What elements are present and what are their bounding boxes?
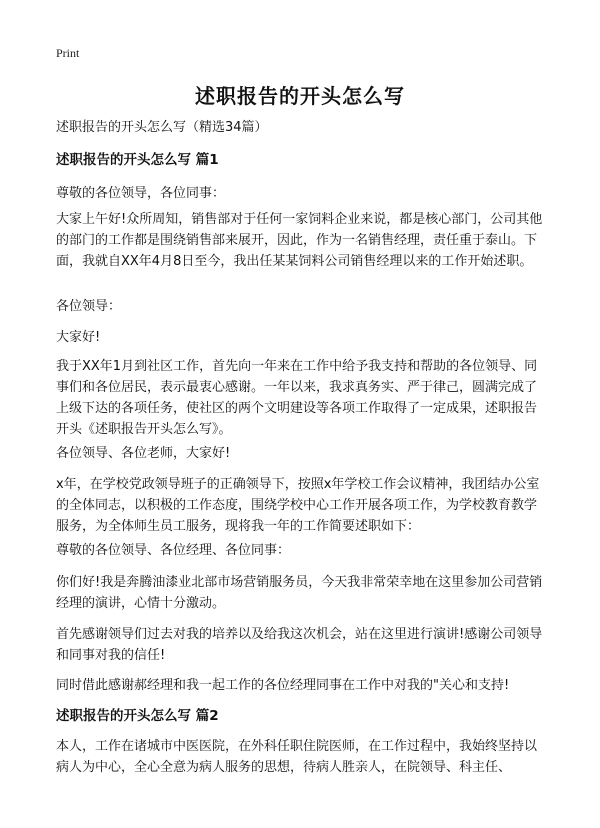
document-subtitle: 述职报告的开头怎么写（精选34篇） (56, 120, 268, 135)
paragraph: 同时借此感谢郝经理和我一起工作的各位经理同事在工作中对我的"关心和支持! (56, 678, 510, 693)
paragraph: 各位领导： (56, 299, 122, 314)
paragraph: 我于XX年1月到社区工作，首先向一年来在工作中给予我支持和帮助的各位领导、同事们和各位居民，表示最衷心感谢。一年以来，我求真务实、严于律己，圆满完成了上级下达的各项任务，使社区的两个文明建设等各项工作取得了一定成果，述职报告开头《述职报告开头怎么写》。 (56, 359, 538, 437)
paragraph: 你们好!我是奔腾油漆业北部市场营销服务员，今天我非常荣幸地在这里参加公司营销经理的演讲，心情十分激动。 (56, 575, 543, 611)
section-heading-2: 述职报告的开头怎么写 篇2 (56, 708, 219, 724)
print-label: Print (56, 46, 80, 60)
paragraph: 尊敬的各位领导，各位同事： (56, 186, 226, 201)
paragraph: 大家上午好!众所周知，销售部对于任何一家饲料企业来说，都是核心部门，公司其他的部门的工作都是围绕销售部来展开，因此，作为一名销售经理，责任重于泰山。下面，我就自XX年4月8日至今，我出任某某饲料公司销售经理以来的工作开始述职。 (56, 212, 543, 269)
paragraph: 大家好! (56, 330, 101, 345)
paragraph: 尊敬的各位领导、各位经理、各位同事： (56, 543, 291, 558)
paragraph: 本人，工作在诸城市中医医院，在外科任职住院医师，在工作过程中，我始终坚持以病人为中心，全心全意为病人服务的思想，待病人胜亲人，在院领导、科主任、 (56, 739, 538, 775)
paragraph: x年，在学校党政领导班子的正确领导下，按照x年学校工作会议精神，我团结办公室的全体同志，以积极的工作态度，围绕学校中心工作开展各项工作，为学校教育教学服务，为全体师生员工服务，现将我一年的工作简要述职如下： (56, 477, 540, 534)
paragraph: 首先感谢领导们过去对我的培养以及给我这次机会，站在这里进行演讲!感谢公司领导和同事对我的信任! (56, 627, 543, 663)
document-title: 述职报告的开头怎么写 (195, 84, 405, 108)
section-heading-1: 述职报告的开头怎么写 篇1 (56, 152, 219, 168)
paragraph: 各位领导、各位老师，大家好! (56, 446, 231, 461)
